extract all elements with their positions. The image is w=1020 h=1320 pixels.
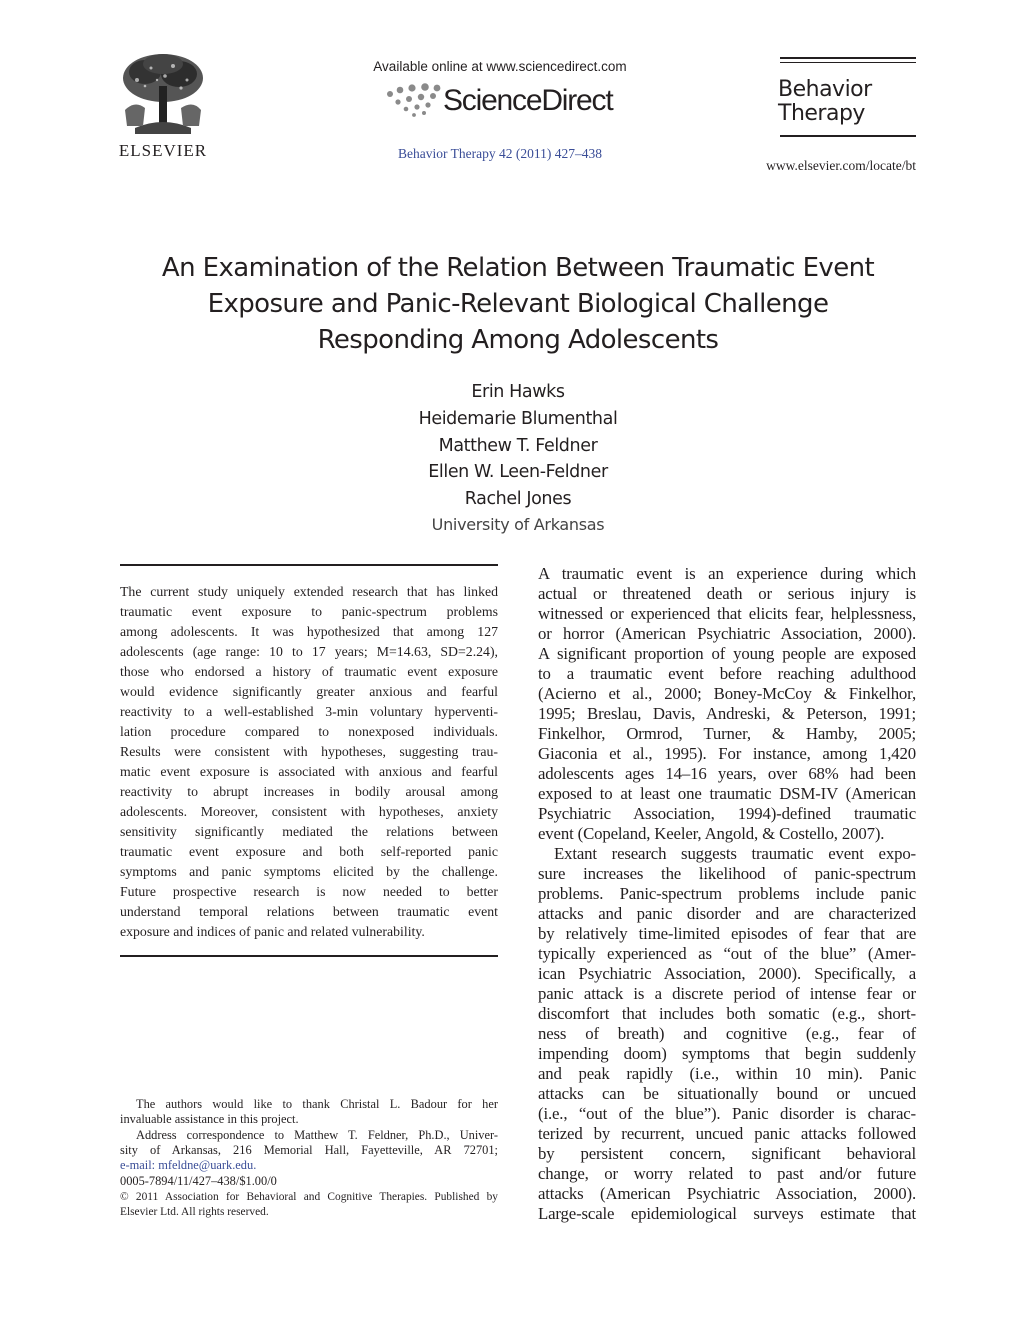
abstract-line: Future prospective research is now needed to better	[120, 884, 498, 899]
affiliation: University of Arkansas	[431, 515, 605, 534]
footnote-line: © 2011 Association for Behavioral and Cognitive Therapies. Published by	[120, 1191, 498, 1203]
body-line: (i.e., “out of the blue”). Panic disorder is charac-	[538, 1104, 916, 1123]
body-line: Extant research suggests traumatic event expo-	[554, 844, 916, 863]
body-line: event (Copeland, Keeler, Angold, & Costello, 2007).	[538, 824, 885, 843]
elsevier-tree-icon	[115, 50, 211, 140]
journal-title-line: Behavior	[778, 77, 872, 102]
body-line: Psychiatric Association, 1994)-defined traumatic	[538, 804, 916, 823]
footnote-line: invaluable assistance in this project.	[120, 1112, 299, 1126]
body-line: impending doom) symptoms that begin suddenly	[538, 1044, 916, 1063]
body-line: exposed to at least one traumatic DSM-IV (American	[538, 784, 916, 803]
title-line: Responding Among Adolescents	[317, 325, 719, 355]
body-line: adolescents ages 14–16 years, over 68% had been	[538, 764, 916, 783]
abstract-line: The current study uniquely extended research that has linked	[120, 584, 498, 599]
abstract-line: reactivity to a well-established 3-min voluntary hyperventi-	[120, 704, 498, 719]
body-line: A traumatic event is an experience during which	[538, 564, 916, 583]
body-line: actual or threatened death or serious injury is	[538, 584, 916, 603]
footnote-email-line[interactable]	[120, 1158, 498, 1174]
journal-top-rule-thin	[780, 62, 916, 63]
body-line: problems. Panic-spectrum problems include panic	[538, 884, 916, 903]
body-line: 1995; Breslau, Davis, Andreski, & Peterson, 1991;	[538, 704, 916, 723]
body-line: typically experienced as “out of the blue” (Amer-	[538, 944, 916, 963]
body-line: A significant proportion of young people are exposed	[538, 644, 916, 663]
body-line: and peak rapidly (i.e., within 10 min). Panic	[538, 1064, 916, 1083]
footnote-line: The authors would like to thank Christal L. Badour for her	[136, 1097, 498, 1111]
footnote-line: sity of Arkansas, 216 Memorial Hall, Fayetteville, AR 72701;	[120, 1143, 498, 1157]
body-line: to a traumatic event before reaching adulthood	[538, 664, 916, 683]
abstract-bottom-rule	[120, 955, 498, 957]
body-line: ican Psychiatric Association, 2000). Specifically, a	[538, 964, 916, 983]
abstract-line: Results were consistent with hypotheses, suggesting trau-	[120, 744, 498, 759]
body-line: change, or worry related to past and/or future	[538, 1164, 916, 1183]
journal-bottom-rule	[780, 135, 916, 137]
footnote-email[interactable]: e-mail: mfeldne@uark.edu.	[120, 1158, 257, 1172]
body-line: witnessed or experienced that elicits fear, helplessness,	[538, 604, 916, 623]
body-line: sure increases the likelihood of panic-spectrum	[538, 864, 916, 883]
abstract-line: traumatic event exposure and both self-reported panic	[120, 844, 498, 859]
publisher-name: ELSEVIER	[118, 141, 208, 160]
author-name: Heidemarie Blumenthal	[418, 409, 618, 429]
author-name: Erin Hawks	[471, 382, 565, 402]
journal-citation[interactable]: Behavior Therapy 42 (2011) 427–438	[398, 146, 602, 161]
body-line: or horror (American Psychiatric Association, 2000).	[538, 624, 916, 643]
abstract-line: matic event exposure is associated with anxious and fearful	[120, 764, 498, 779]
footnote-line: Elsevier Ltd. All rights reserved.	[120, 1206, 269, 1218]
abstract-line: adolescents (age range: 10 to 17 years; M=14.63, SD=2.24),	[120, 644, 498, 659]
available-online-text[interactable]: Available online at www.sciencedirect.com	[373, 59, 627, 74]
author-name: Ellen W. Leen-Feldner	[428, 462, 608, 482]
body-line: Giaconia et al., 1995). For instance, among 1,420	[538, 744, 916, 763]
journal-url-link[interactable]: www.elsevier.com/locate/bt	[766, 158, 916, 173]
title-line: An Examination of the Relation Between Traumatic Event	[161, 253, 875, 283]
body-line: terized by recurrent, uncued panic attacks followed	[538, 1124, 916, 1143]
body-line: attacks can be situationally bound or uncued	[538, 1084, 916, 1103]
abstract-line: those who endorsed a history of traumatic event exposure	[120, 664, 498, 679]
author-name: Matthew T. Feldner	[438, 436, 598, 456]
journal-title	[778, 78, 918, 126]
journal-top-rule	[780, 57, 916, 59]
body-line: Large-scale epidemiological surveys estimate that	[538, 1204, 916, 1223]
abstract-line: would evidence significantly greater anxious and fearful	[120, 684, 498, 699]
body-line: ness of breath) and cognitive (e.g., fear of	[538, 1024, 916, 1043]
elsevier-logo[interactable]	[115, 50, 211, 140]
abstract-line: exposure and indices of panic and related vulnerability.	[120, 924, 425, 939]
abstract-line: traumatic event exposure to panic-spectrum problems	[120, 604, 498, 619]
body-line: attacks and panic disorder and are characterized	[538, 904, 916, 923]
body-line: panic attack is a discrete period of intense fear or	[538, 984, 916, 1003]
body-line: (Acierno et al., 2000; Boney-McCoy & Finkelhor,	[538, 684, 916, 703]
abstract-line: adolescents. Moreover, consistent with hypotheses, anxiety	[120, 804, 498, 819]
journal-title-line: Therapy	[778, 101, 865, 126]
sciencedirect-logo[interactable]	[382, 82, 444, 118]
author-name: Rachel Jones	[464, 489, 572, 509]
body-line: discomfort that includes both somatic (e.g., short-	[538, 1004, 916, 1023]
article-title	[100, 250, 936, 358]
sciencedirect-wordmark[interactable]: ScienceDirect	[443, 84, 613, 117]
sciencedirect-dots-icon	[382, 82, 444, 118]
abstract-line: symptoms and panic symptoms elicited by the challenge.	[120, 864, 498, 879]
footnote-line: Address correspondence to Matthew T. Feldner, Ph.D., Univer-	[136, 1128, 498, 1142]
abstract-line: lation procedure compared to nonexposed individuals.	[120, 724, 498, 739]
abstract-line: among adolescents. It was hypothesized that among 127	[120, 624, 498, 639]
title-line: Exposure and Panic-Relevant Biological Challenge	[207, 289, 829, 319]
abstract-top-rule	[120, 564, 498, 566]
footnote-line: 0005-7894/11/427–438/$1.00/0	[120, 1174, 277, 1188]
body-line: by relatively time-limited episodes of fear that are	[538, 924, 916, 943]
body-line: Finkelhor, Ormrod, Turner, & Hamby, 2005;	[538, 724, 916, 743]
body-line: by persistent concern, significant behavioral	[538, 1144, 916, 1163]
abstract-line: reactivity to abrupt increases in bodily arousal among	[120, 784, 498, 799]
body-line: attacks (American Psychiatric Association, 2000).	[538, 1184, 916, 1203]
abstract-line: sensitivity significantly mediated the relations between	[120, 824, 498, 839]
abstract-line: understand temporal relations between traumatic event	[120, 904, 498, 919]
